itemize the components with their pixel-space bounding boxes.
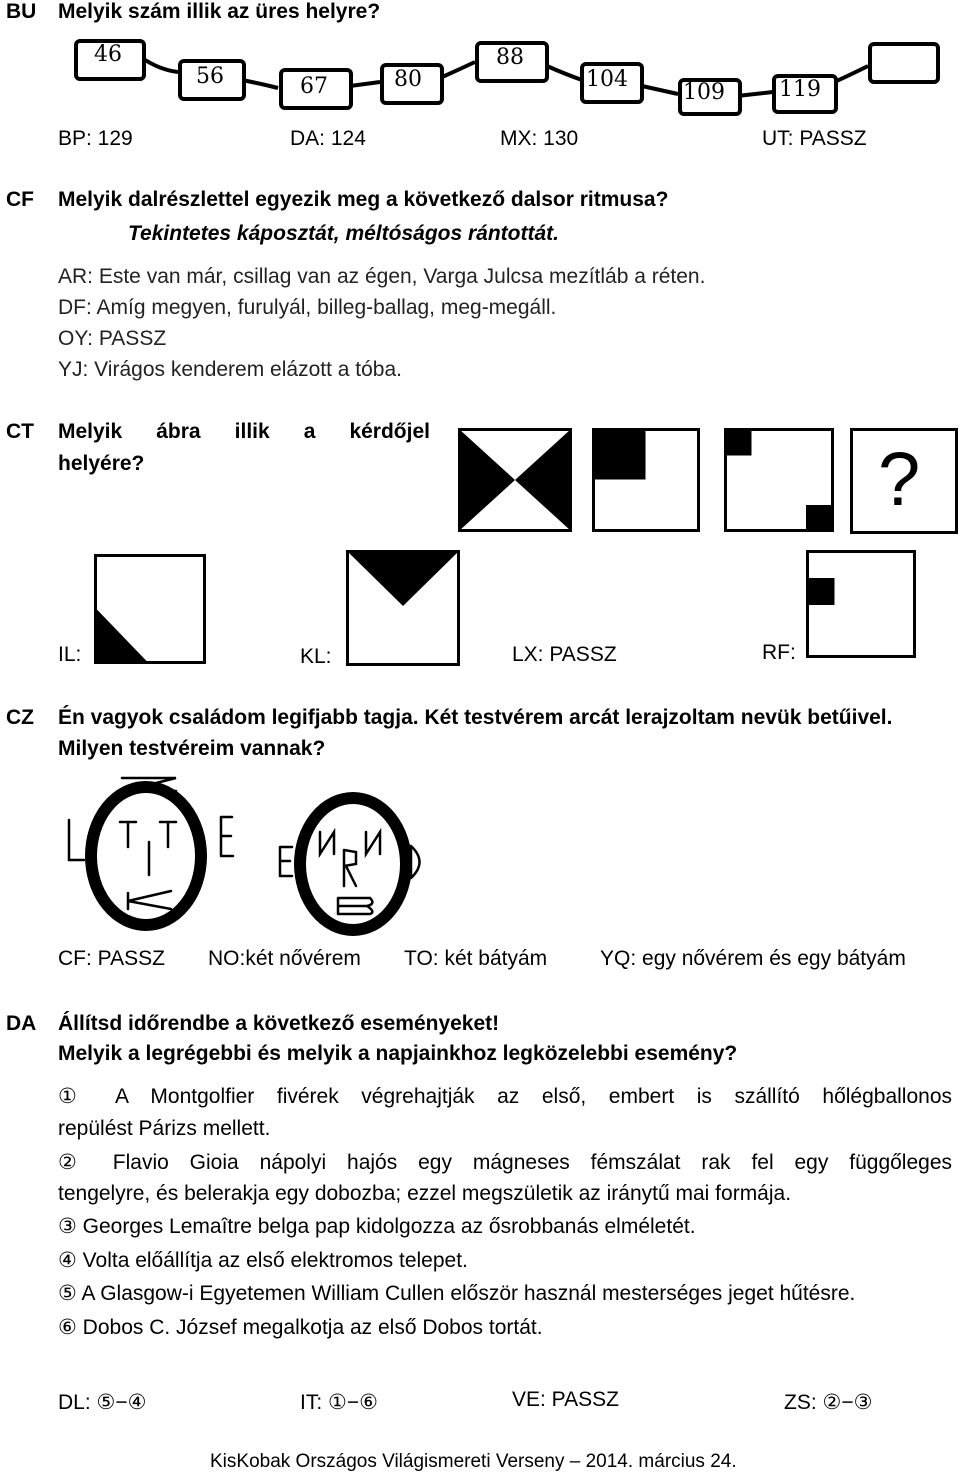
event-text-continued: tengelyre, és belerakja egy dobozba; ezzel megszületik az iránytű mai formája. <box>58 1182 792 1205</box>
number-label: 56 <box>196 64 224 89</box>
event-number: ⑤ <box>58 1282 77 1305</box>
number-label: 119 <box>779 77 821 102</box>
answer-option[interactable]: AR: Este van már, csillag van az égen, Varga Julcsa mezítláb a réten. <box>58 265 706 288</box>
event-text: Georges Lemaître belga pap kidolgozza az ősrobbanás elméletét. <box>82 1215 696 1238</box>
event-item <box>58 1084 952 1109</box>
answer-option[interactable]: IL: <box>58 643 82 666</box>
answer-option[interactable]: DF: Amíg megyen, furulyál, billeg-ballag, meg-megáll. <box>58 296 557 319</box>
event-item <box>58 1248 468 1273</box>
event-text: A Glasgow-i Egyetemen William Cullen először használ mesterséges jeget hűtésre. <box>81 1282 856 1305</box>
question-text: Melyik szám illik az üres helyre? <box>58 0 381 23</box>
question-mark: ? <box>878 437 921 522</box>
event-text: Dobos C. József megalkotja az első Dobos tortát. <box>82 1316 543 1339</box>
question-text: Melyik a legrégebbi és melyik a napjainkhoz legközelebbi esemény? <box>58 1042 738 1065</box>
number-label: 46 <box>94 42 122 67</box>
event-item <box>58 1214 696 1239</box>
answer-option[interactable]: VE: PASSZ <box>512 1388 619 1411</box>
answer-option[interactable]: UT: PASSZ <box>762 127 867 150</box>
event-number: ③ <box>58 1215 77 1238</box>
letter-face-1 <box>60 772 250 932</box>
answer-option[interactable]: MX: 130 <box>500 127 579 150</box>
letter-face-2 <box>270 792 440 942</box>
answer-option[interactable]: KL: <box>300 645 332 668</box>
event-text: Flavio Gioia nápolyi hajós egy mágneses fémszálat rak fel egy függőleges <box>112 1151 953 1174</box>
number-label: 80 <box>394 67 422 92</box>
event-item <box>58 1315 543 1340</box>
event-text: Volta előállítja az első elektromos telepet. <box>82 1249 468 1272</box>
event-text: A Montgolfier fivérek végrehajtják az első, embert is szállító hőlégballonos <box>115 1085 953 1108</box>
question-code: CF <box>6 188 34 211</box>
question-text: Melyik ábra illik a kérdőjel <box>58 420 430 443</box>
pattern-figure <box>724 428 834 532</box>
pattern-figure <box>458 428 572 532</box>
event-item <box>58 1150 952 1175</box>
question-text: Állítsd időrendbe a következő eseményeket! <box>58 1012 500 1035</box>
song-lyric: Tekintetes káposztát, méltóságos rántottát. <box>128 222 559 245</box>
question-code: DA <box>6 1012 37 1035</box>
answer-option[interactable]: ZS: ②−③ <box>784 1391 873 1414</box>
answer-option[interactable]: LX: PASSZ <box>512 643 617 666</box>
number-label: 88 <box>496 45 524 70</box>
event-number: ② <box>58 1151 92 1174</box>
question-code: CZ <box>6 706 34 729</box>
question-text: Milyen testvéreim vannak? <box>58 737 326 760</box>
answer-figure-rf[interactable] <box>806 550 916 658</box>
question-code: BU <box>6 0 37 23</box>
answer-option[interactable]: NO:két nővérem <box>208 947 361 970</box>
question-code: CT <box>6 420 34 443</box>
pattern-figure <box>592 428 700 532</box>
answer-figure-kl[interactable] <box>346 550 460 666</box>
answer-option[interactable]: OY: PASSZ <box>58 327 167 350</box>
event-number: ⑥ <box>58 1316 77 1339</box>
question-text: Én vagyok családom legifjabb tagja. Két testvérem arcát lerajzoltam nevük betűivel. <box>58 706 893 729</box>
number-label: 67 <box>300 74 328 99</box>
answer-option[interactable]: DL: ⑤−④ <box>58 1391 147 1414</box>
page-footer: KisKobak Országos Világismereti Verseny – 2014. március 24. <box>210 1451 737 1472</box>
answer-option[interactable]: CF: PASSZ <box>58 947 165 970</box>
answer-figure-il[interactable] <box>94 554 206 664</box>
number-label: 109 <box>683 80 725 105</box>
answer-option[interactable]: YQ: egy nővérem és egy bátyám <box>600 947 906 970</box>
number-label: 104 <box>586 67 628 92</box>
question-text: helyére? <box>58 452 145 475</box>
question-text: Melyik dalrészlettel egyezik meg a következő dalsor ritmusa? <box>58 188 669 211</box>
answer-option[interactable]: DA: 124 <box>290 127 366 150</box>
empty-number-box <box>868 42 940 84</box>
answer-option[interactable]: TO: két bátyám <box>404 947 548 970</box>
answer-option[interactable]: RF: <box>762 641 796 664</box>
event-item <box>58 1281 855 1306</box>
answer-option[interactable]: BP: 129 <box>58 127 133 150</box>
answer-option[interactable]: IT: ①−⑥ <box>300 1391 378 1414</box>
event-number: ① <box>58 1085 94 1108</box>
answer-option[interactable]: YJ: Virágos kenderem elázott a tóba. <box>58 358 402 381</box>
event-text-continued: repülést Párizs mellett. <box>58 1117 271 1140</box>
event-number: ④ <box>58 1249 77 1272</box>
